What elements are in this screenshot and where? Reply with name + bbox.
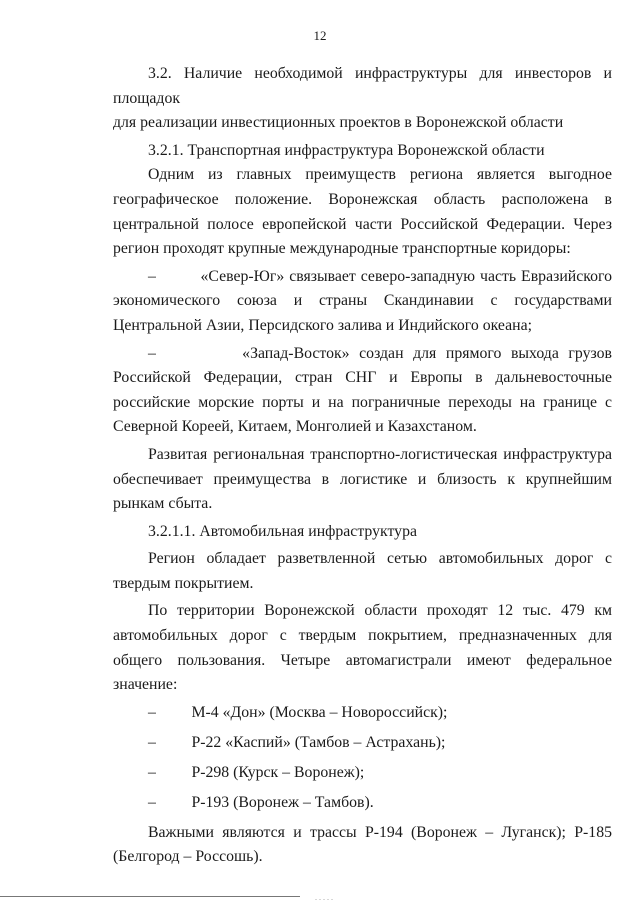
section-heading-3-2-line2: для реализации инвестиционных проектов в Воронежской области: [113, 114, 564, 132]
road-item-r193: – Р-193 (Воронеж – Тамбов).: [148, 793, 374, 811]
section-heading-3-2-1-1: 3.2.1.1. Автомобильная инфраструктура: [148, 522, 417, 540]
document-body: [113, 62, 612, 870]
road-item-r22: – Р-22 «Каспий» (Тамбов – Астрахань);: [148, 733, 446, 751]
bullet-north-south: – «Север-Юг» связывает северо-западную часть Евразийского экономического союза и страны Скандинавии с государствами Центральной Азии, Персидского залива и Индийского океана;: [113, 267, 612, 334]
section-heading-3-2-line1: 3.2. Наличие необходимой инфраструктуры для инвесторов и площадок: [113, 65, 612, 107]
road-item-r298: – Р-298 (Курск – Воронеж);: [148, 763, 365, 781]
paragraph-geography: Одним из главных преимуществ региона является выгодное географическое положение. Воронежская область расположена в центральной полосе европейской части Российской Федерации. Через регион проходят крупные международные транспортные коридоры:: [113, 166, 612, 258]
section-heading-3-2-1: 3.2.1. Транспортная инфраструктура Воронежской области: [148, 141, 545, 159]
paragraph-road-network: Регион обладает разветвленной сетью автомобильных дорог с твердым покрытием.: [113, 550, 612, 592]
footer-rule: [0, 896, 300, 897]
paragraph-logistics: Развитая региональная транспортно-логистическая инфраструктура обеспечивает преимущества в логистике и близость к крупнейшим рынкам сбыта.: [113, 445, 612, 513]
page-number: 12: [313, 28, 327, 43]
paragraph-road-length: По территории Воронежской области проходят 12 тыс. 479 км автомобильных дорог с твердым покрытием, предназначенных для общего пользования. Четыре автомагистрали имеют федеральное значение:: [113, 602, 612, 694]
paragraph-other-routes: Важными являются и трассы Р-194 (Воронеж – Луганск); Р-185 (Белгород – Россошь).: [113, 823, 612, 866]
road-item-m4: – М-4 «Дон» (Москва – Новороссийск);: [148, 703, 448, 721]
bullet-west-east: – «Запад-Восток» создан для прямого выхода грузов Российской Федерации, стран СНГ и Европы в дальневосточные российские морские порты и на пограничные переходы на границе с Северной Кореей, Китаем, Монголией и Казахстаном.: [113, 344, 612, 436]
footer-dots: .....: [315, 893, 335, 902]
